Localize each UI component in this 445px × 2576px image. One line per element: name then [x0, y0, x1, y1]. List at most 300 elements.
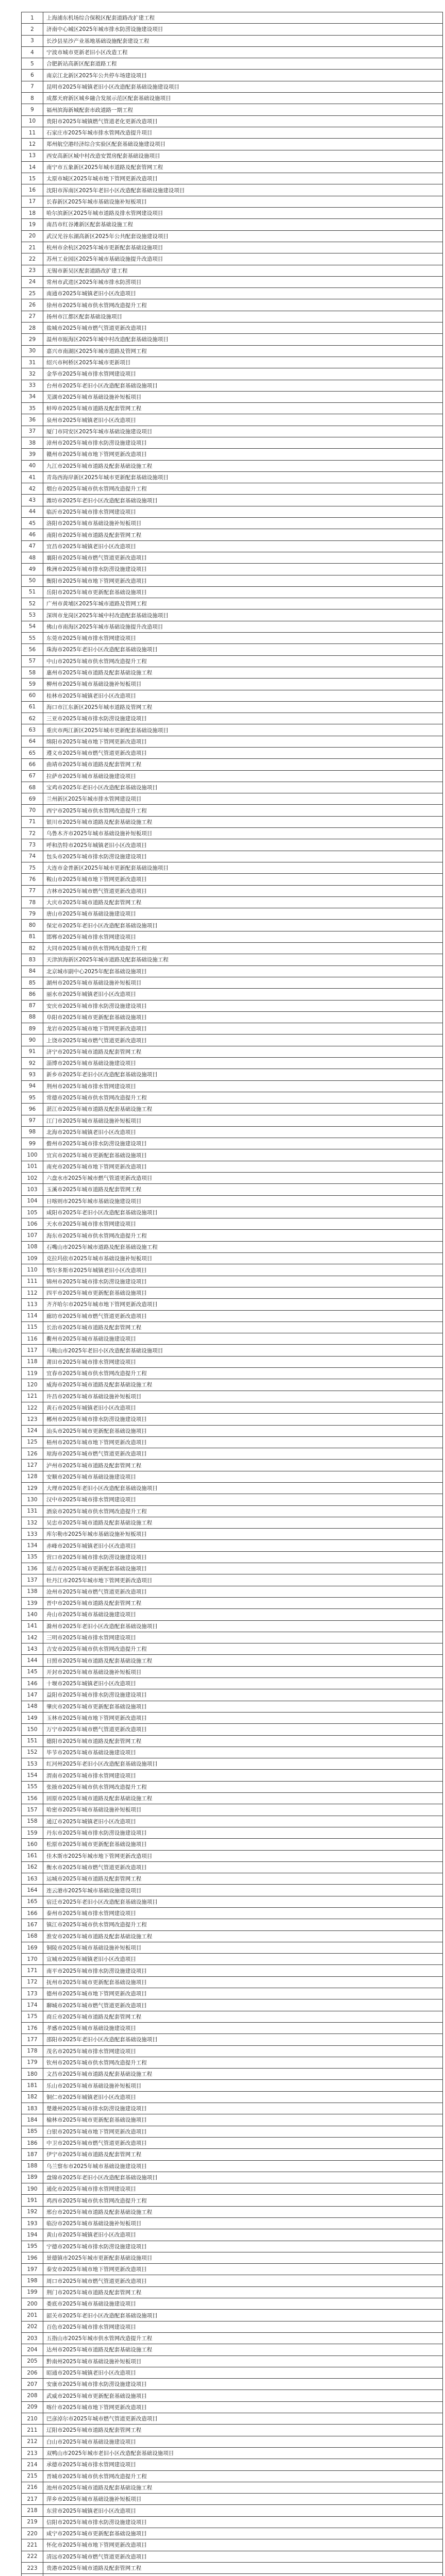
table-row	[22, 242, 443, 253]
project-name: 黔南州2025年城市基础设施补短板项目	[43, 2355, 443, 2367]
row-number: 157	[22, 1804, 43, 1816]
table-row	[22, 621, 443, 632]
project-name: 太原市城区2025年城市地下管网更新改造项目	[43, 173, 443, 184]
row-number: 1	[22, 12, 43, 24]
project-name: 天水市2025年城市排水管网建设项目	[43, 1218, 443, 1230]
project-name: 绵阳市2025年城市地下管网更新改造项目	[43, 736, 443, 747]
project-name: 吴忠市2025年城市道路及配套基础设施工程	[43, 1517, 443, 1528]
row-number: 33	[22, 380, 43, 391]
row-number: 58	[22, 667, 43, 678]
table-row	[22, 1011, 443, 1023]
project-name: 临汾市2025年城市基础设施补短板项目	[43, 2218, 443, 2229]
project-name: 龙岩市2025年城市地下管网更新改造项目	[43, 1023, 443, 1035]
row-number: 219	[22, 2516, 43, 2528]
row-number: 81	[22, 931, 43, 942]
row-number: 72	[22, 828, 43, 839]
table-row	[22, 2241, 443, 2252]
table-row	[22, 529, 443, 540]
row-number: 134	[22, 1540, 43, 1551]
table-row	[22, 70, 443, 81]
table-row	[22, 368, 443, 380]
table-row	[22, 357, 443, 368]
table-row	[22, 127, 443, 138]
table-row	[22, 1000, 443, 1011]
project-list-table	[21, 12, 443, 2576]
row-number: 75	[22, 862, 43, 873]
row-number: 189	[22, 2172, 43, 2183]
row-number: 93	[22, 1069, 43, 1080]
table-row	[22, 2298, 443, 2310]
row-number: 49	[22, 564, 43, 575]
project-name: 济宁市2025年城市道路及配套管网工程	[43, 1046, 443, 1057]
project-name: 扬州市江都区配套基础设施项目	[43, 311, 443, 322]
table-row	[22, 2137, 443, 2148]
row-number: 66	[22, 759, 43, 770]
table-row	[22, 1218, 443, 1230]
table-row	[22, 506, 443, 517]
project-name: 十堰市2025年城镇老旧小区改造项目	[43, 1678, 443, 1689]
project-name: 咸阳市2025年老旧小区改造配套基础设施项目	[43, 1207, 443, 1218]
row-number: 10	[22, 115, 43, 127]
row-number: 113	[22, 1299, 43, 1310]
table-row	[22, 1781, 443, 1792]
row-number: 46	[22, 529, 43, 540]
table-row	[22, 1505, 443, 1517]
project-name: 大理市2025年老旧小区改造配套基础设施项目	[43, 1483, 443, 1494]
table-row	[22, 839, 443, 851]
table-row	[22, 1804, 443, 1816]
table-row	[22, 2413, 443, 2425]
table-row	[22, 862, 443, 873]
row-number: 192	[22, 2206, 43, 2217]
table-row	[22, 2103, 443, 2114]
row-number: 3	[22, 35, 43, 46]
table-row	[22, 1609, 443, 1620]
table-row	[22, 920, 443, 931]
table-row	[22, 989, 443, 1000]
project-name: 武汉光谷东湖高新区2025年公共配套设施建设项目	[43, 230, 443, 242]
table-row	[22, 2436, 443, 2447]
table-row	[22, 1149, 443, 1161]
table-row	[22, 931, 443, 942]
row-number: 105	[22, 1207, 43, 1218]
row-number: 18	[22, 208, 43, 219]
row-number: 59	[22, 679, 43, 690]
table-row	[22, 253, 443, 265]
table-row	[22, 2367, 443, 2378]
project-name: 乌兰察布市2025年城市基础设施建设项目	[43, 2160, 443, 2172]
row-number: 111	[22, 1276, 43, 1287]
table-row	[22, 2355, 443, 2367]
row-number: 217	[22, 2494, 43, 2505]
table-row	[22, 1827, 443, 1838]
row-number: 20	[22, 230, 43, 242]
project-name: 泰州市2025年城市排水管网建设项目	[43, 1907, 443, 1919]
row-number: 186	[22, 2137, 43, 2148]
table-row	[22, 2114, 443, 2126]
row-number: 76	[22, 874, 43, 885]
row-number: 39	[22, 449, 43, 460]
project-name: 郑州航空港经济综合实验区配套基础设施建设项目	[43, 139, 443, 150]
project-name: 呼和浩特市2025年城镇老旧小区改造项目	[43, 839, 443, 851]
row-number: 64	[22, 736, 43, 747]
project-name: 包头市2025年城市排水防涝设施建设项目	[43, 851, 443, 862]
table-row	[22, 2344, 443, 2355]
project-name: 海口市江东新区2025年城市道路及管网工程	[43, 701, 443, 713]
table-row	[22, 1448, 443, 1460]
project-name: 哈尔滨新区2025年城市道路及排水管网建设项目	[43, 208, 443, 219]
table-row	[22, 2470, 443, 2482]
table-row	[22, 2264, 443, 2275]
row-number: 171	[22, 1965, 43, 1976]
row-number: 152	[22, 1747, 43, 1758]
row-number: 169	[22, 1942, 43, 1953]
table-row	[22, 896, 443, 908]
table-row	[22, 35, 443, 46]
row-number: 54	[22, 621, 43, 632]
project-name: 赤峰市2025年城镇老旧小区改造项目	[43, 1540, 443, 1551]
project-name: 宜昌市2025年城镇老旧小区改造项目	[43, 540, 443, 552]
row-number: 103	[22, 1184, 43, 1195]
table-row	[22, 12, 443, 24]
table-row	[22, 1414, 443, 1425]
row-number: 13	[22, 150, 43, 161]
project-name: 南通市2025年城镇老旧小区改造项目	[43, 288, 443, 299]
row-number: 117	[22, 1345, 43, 1356]
table-row	[22, 1689, 443, 1701]
row-number: 129	[22, 1483, 43, 1494]
table-row	[22, 2379, 443, 2390]
row-number: 167	[22, 1919, 43, 1930]
table-row	[22, 139, 443, 150]
table-row	[22, 1907, 443, 1919]
project-name: 宝鸡市2025年老旧小区改造配套基础设施项目	[43, 782, 443, 793]
row-number: 74	[22, 851, 43, 862]
row-number: 204	[22, 2344, 43, 2355]
table-row	[22, 1885, 443, 1896]
project-name: 红河州2025年老旧小区改造配套基础设施项目	[43, 1758, 443, 1770]
row-number: 193	[22, 2218, 43, 2229]
table-row	[22, 954, 443, 965]
project-list-body	[22, 12, 443, 2576]
row-number: 151	[22, 1735, 43, 1747]
row-number: 4	[22, 46, 43, 58]
table-row	[22, 460, 443, 471]
table-row	[22, 1264, 443, 1276]
row-number: 92	[22, 1058, 43, 1069]
project-name: 铜仁市2025年城镇老旧小区改造项目	[43, 2091, 443, 2103]
project-name: 益阳市2025年城市排水防涝设施建设项目	[43, 1689, 443, 1701]
project-name: 遵义市2025年城市燃气管道更新改造项目	[43, 748, 443, 759]
table-row	[22, 2172, 443, 2183]
row-number: 87	[22, 1000, 43, 1011]
table-row	[22, 977, 443, 988]
table-row	[22, 1758, 443, 1770]
project-name: 黄山市2025年城镇老旧小区改造项目	[43, 2229, 443, 2241]
row-number: 168	[22, 1930, 43, 1942]
table-row	[22, 1770, 443, 1781]
row-number: 212	[22, 2436, 43, 2447]
project-name: 南充市2025年城市地下管网更新改造项目	[43, 1161, 443, 1172]
row-number: 47	[22, 540, 43, 552]
row-number: 154	[22, 1770, 43, 1781]
project-name: 安庆市2025年城市排水防涝设施建设项目	[43, 1000, 443, 1011]
project-name: 哈密市2025年城市基础设施补短板项目	[43, 1804, 443, 1816]
project-name: 马鞍山市2025年老旧小区改造配套基础设施项目	[43, 1345, 443, 1356]
table-row	[22, 1104, 443, 1115]
table-row	[22, 2022, 443, 2033]
row-number: 8	[22, 93, 43, 104]
project-name: 肇庆市2025年城市更新配套基础设施项目	[43, 1701, 443, 1712]
table-row	[22, 1299, 443, 1310]
project-name: 玉林市2025年城市地下管网更新改造项目	[43, 1712, 443, 1723]
project-name: 晋中市2025年城市道路及配套管网工程	[43, 1597, 443, 1608]
row-number: 194	[22, 2229, 43, 2241]
table-row	[22, 1655, 443, 1666]
table-row	[22, 1529, 443, 1540]
table-row	[22, 1092, 443, 1103]
table-row	[22, 1942, 443, 1953]
table-row	[22, 265, 443, 276]
row-number: 208	[22, 2390, 43, 2401]
row-number: 88	[22, 1011, 43, 1023]
table-row	[22, 2574, 443, 2576]
project-name: 芜湖市2025年城市基础设施补短板项目	[43, 391, 443, 402]
project-name: 喀什市2025年城市地下管网更新改造项目	[43, 2401, 443, 2413]
table-row	[22, 403, 443, 414]
row-number: 215	[22, 2470, 43, 2482]
project-name: 唐山市2025年城市基础设施建设项目	[43, 908, 443, 920]
row-number: 163	[22, 1873, 43, 1885]
row-number: 7	[22, 81, 43, 92]
table-row	[22, 2045, 443, 2057]
table-row	[22, 1230, 443, 1241]
table-row	[22, 1954, 443, 1965]
project-name: 清远市2025年城市燃气管道更新改造项目	[43, 2551, 443, 2562]
project-name: 克拉玛依市2025年城市基础设施补短板项目	[43, 1253, 443, 1264]
project-name: 汕头市2025年城市更新配套基础设施项目	[43, 1425, 443, 1436]
project-name: 曲靖市2025年城市道路及配套管网工程	[43, 759, 443, 770]
table-row	[22, 1321, 443, 1333]
row-number: 221	[22, 2539, 43, 2551]
project-name: 中卫市2025年城市燃气管道更新改造项目	[43, 2137, 443, 2148]
project-name: 丽水市2025年城镇老旧小区改造项目	[43, 989, 443, 1000]
project-name: 信阳市2025年城市排水防涝设施建设项目	[43, 2516, 443, 2528]
project-name: 佳木斯市2025年城市地下管网更新改造项目	[43, 1850, 443, 1861]
row-number: 133	[22, 1529, 43, 1540]
row-number: 199	[22, 2286, 43, 2298]
row-number: 160	[22, 1839, 43, 1850]
row-number: 85	[22, 977, 43, 988]
table-row	[22, 2494, 443, 2505]
row-number: 164	[22, 1885, 43, 1896]
project-name: 北海市2025年城镇老旧小区改造项目	[43, 1126, 443, 1138]
table-row	[22, 586, 443, 598]
project-name: 中山市2025年城市供水管网改造提升工程	[43, 655, 443, 667]
project-name: 白山市2025年城市基础设施建设项目	[43, 2436, 443, 2447]
table-row	[22, 2252, 443, 2263]
table-row	[22, 1069, 443, 1080]
row-number: 121	[22, 1391, 43, 1402]
table-row	[22, 483, 443, 495]
project-name: 五指山市2025年城市供水管网改造提升工程	[43, 2332, 443, 2344]
table-row	[22, 288, 443, 299]
table-row	[22, 2332, 443, 2344]
table-row	[22, 1253, 443, 1264]
project-name: 库尔勒市2025年城市基础设施补短板项目	[43, 1529, 443, 1540]
row-number: 191	[22, 2195, 43, 2206]
row-number: 126	[22, 1448, 43, 1460]
row-number: 222	[22, 2551, 43, 2562]
project-name: 茂名市2025年城市排水管网建设项目	[43, 2045, 443, 2057]
project-name: 大庆市2025年城市道路及配套管网工程	[43, 896, 443, 908]
project-name: 宁波市城市更新老旧小区改造工程	[43, 46, 443, 58]
project-name: 成都天府新区城乡融合发展示范区配套基础设施项目	[43, 93, 443, 104]
row-number: 109	[22, 1253, 43, 1264]
row-number: 140	[22, 1609, 43, 1620]
row-number: 216	[22, 2482, 43, 2493]
row-number: 214	[22, 2459, 43, 2470]
row-number: 100	[22, 1149, 43, 1161]
table-row	[22, 1207, 443, 1218]
row-number: 179	[22, 2057, 43, 2068]
table-row	[22, 885, 443, 896]
table-row	[22, 2183, 443, 2195]
project-name: 徐州市2025年城市供水管网改造提升工程	[43, 299, 443, 311]
project-name: 贵港市2025年城市道路及配套管网工程	[43, 2562, 443, 2573]
project-name: 延吉市2025年城市更新配套基础设施项目	[43, 1563, 443, 1574]
row-number: 32	[22, 368, 43, 380]
table-row	[22, 208, 443, 219]
table-row	[22, 2160, 443, 2172]
row-number: 141	[22, 1620, 43, 1632]
project-name: 合肥新站高新区配套道路工程	[43, 58, 443, 70]
table-row	[22, 2505, 443, 2516]
table-row	[22, 1483, 443, 1494]
row-number: 36	[22, 414, 43, 426]
row-number: 82	[22, 943, 43, 954]
table-row	[22, 449, 443, 460]
table-row	[22, 1460, 443, 1471]
row-number: 170	[22, 1954, 43, 1965]
table-row	[22, 1035, 443, 1046]
row-number: 150	[22, 1724, 43, 1735]
project-name: 邯郸市2025年城市排水管网建设项目	[43, 931, 443, 942]
project-name: 长沙县星沙产业基地基础设施配套建设工程	[43, 35, 443, 46]
row-number: 210	[22, 2413, 43, 2425]
table-row	[22, 24, 443, 35]
table-row	[22, 1080, 443, 1092]
table-row	[22, 965, 443, 977]
table-row	[22, 2149, 443, 2160]
table-row	[22, 173, 443, 184]
project-name: 惠州市2025年城市道路及配套基础设施工程	[43, 667, 443, 678]
table-row	[22, 874, 443, 885]
row-number: 101	[22, 1161, 43, 1172]
row-number: 125	[22, 1436, 43, 1448]
project-name: 琼海市2025年城市燃气管道更新改造项目	[43, 1448, 443, 1460]
table-row	[22, 1494, 443, 1505]
row-number: 130	[22, 1494, 43, 1505]
project-name: 吉林市2025年城市燃气管道更新改造项目	[43, 885, 443, 896]
project-name: 巴彦淖尔市2025年城市燃气管道更新改造项目	[43, 2413, 443, 2425]
project-name: 咸宁市2025年城市更新配套基础设施项目	[43, 2528, 443, 2539]
project-name: 百色市2025年城市排水管网建设项目	[43, 2321, 443, 2332]
table-row	[22, 1195, 443, 1207]
project-name: 南昌市红谷滩新区配套基础设施工程	[43, 219, 443, 230]
row-number: 183	[22, 2103, 43, 2114]
table-row	[22, 471, 443, 483]
row-number: 98	[22, 1126, 43, 1138]
row-number: 147	[22, 1689, 43, 1701]
project-name: 齐齐哈尔市2025年城市地下管网更新改造项目	[43, 1299, 443, 1310]
project-name: 三明市2025年城市排水管网建设项目	[43, 1632, 443, 1643]
table-row	[22, 1345, 443, 1356]
project-name: 温州市瓯海区2025年城中村改造配套基础设施项目	[43, 334, 443, 345]
row-number: 196	[22, 2252, 43, 2263]
table-row	[22, 1436, 443, 1448]
row-number: 182	[22, 2091, 43, 2103]
row-number: 53	[22, 609, 43, 621]
table-row	[22, 81, 443, 92]
table-row	[22, 219, 443, 230]
row-number: 158	[22, 1816, 43, 1827]
table-row	[22, 1724, 443, 1735]
table-row	[22, 1115, 443, 1126]
row-number: 174	[22, 1999, 43, 2011]
project-name: 泰安市2025年城市地下管网更新改造项目	[43, 2264, 443, 2275]
table-row	[22, 391, 443, 402]
table-row	[22, 2516, 443, 2528]
table-row	[22, 1793, 443, 1804]
table-row	[22, 495, 443, 506]
table-row	[22, 2195, 443, 2206]
table-row	[22, 1379, 443, 1391]
project-name: 阜阳市2025年城市更新配套基础设施项目	[43, 1011, 443, 1023]
table-row	[22, 816, 443, 827]
project-name: 蚌埠市2025年城市道路及配套管网工程	[43, 403, 443, 414]
project-name: 双鸭山市2025年城市老旧小区改造配套基础设施项目	[43, 2447, 443, 2459]
table-row	[22, 1276, 443, 1287]
project-name: 烟台市2025年城市供水管网改造提升工程	[43, 483, 443, 495]
row-number: 23	[22, 265, 43, 276]
project-name: 德阳市2025年城市道路及配套管网工程	[43, 1735, 443, 1747]
row-number: 71	[22, 816, 43, 827]
project-name: 无锡市新吴区配套道路改扩建工程	[43, 265, 443, 276]
table-row	[22, 2275, 443, 2286]
project-name: 株洲市2025年城市排水防涝设施建设项目	[43, 564, 443, 575]
project-name: 许昌市2025年城市基础设施补短板项目	[43, 1391, 443, 1402]
project-name: 长治市2025年城市道路及配套管网工程	[43, 1321, 443, 1333]
project-name: 酒泉市2025年城市供水管网改造提升工程	[43, 1505, 443, 1517]
row-number: 91	[22, 1046, 43, 1057]
row-number: 94	[22, 1080, 43, 1092]
table-row	[22, 1471, 443, 1482]
project-name: 孝感市2025年城市基础设施建设项目	[43, 2022, 443, 2033]
project-name: 济南中心城区2025年城市排水防涝设施建设项目	[43, 24, 443, 35]
project-name: 潍坊市2025年老旧小区改造配套基础设施项目	[43, 495, 443, 506]
row-number: 62	[22, 713, 43, 724]
row-number: 95	[22, 1092, 43, 1103]
row-number: 132	[22, 1517, 43, 1528]
project-name: 嘉兴市南湖区2025年城市道路及管网工程	[43, 345, 443, 357]
table-row	[22, 540, 443, 552]
row-number: 173	[22, 1988, 43, 1999]
project-name: 天津滨海新区2025年城市道路及配套基础设施工程	[43, 954, 443, 965]
row-number: 44	[22, 506, 43, 517]
table-row	[22, 1930, 443, 1942]
project-name: 佛山市南海区2025年城市基础设施提升改造项目	[43, 621, 443, 632]
